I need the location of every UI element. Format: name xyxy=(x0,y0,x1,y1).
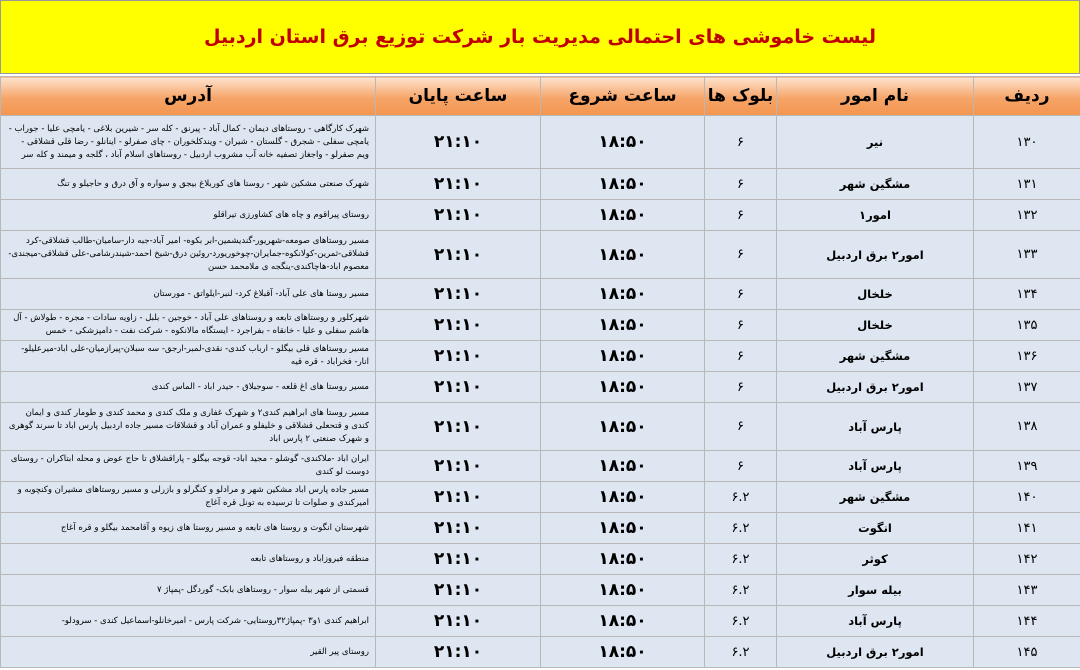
cell-end-time: ۲۱:۱۰ xyxy=(376,513,541,544)
cell-radif: ۱۳۷ xyxy=(974,372,1080,403)
table-row xyxy=(1,403,1080,451)
cell-end-time: ۲۱:۱۰ xyxy=(376,279,541,310)
cell-address: شهرک کارگاهی - روستاهای دیمان - کمال آباد - پیرنق - کله سر - شیرین بلاغی - یامچی علیا - جوراب - یامچی سفلی - شجرق - گلستان - شیران - ویندکلخوران - چای صفرلو - اینانلو - رضا قلی قشلاقی - ویم صفرلو - واجغاز تصفیه خانه آب مشروب اردبیل - روستاهای اسلام آباد ، گلجه و میمند و کله سر xyxy=(1,116,376,169)
cell-blocks: ۶ xyxy=(705,279,777,310)
cell-address: شهرک صنعتی مشکین شهر - روستا های کوربلاغ بیجق و سواره و آق درق و حاجیلو و تنگ xyxy=(1,169,376,200)
cell-omur: پارس آباد xyxy=(777,451,974,482)
cell-start-time: ۱۸:۵۰ xyxy=(541,606,705,637)
cell-blocks: ۶ xyxy=(705,372,777,403)
cell-address: شهرستان انگوت و روستا های تابعه و مسیر روستا های زیوه و آقامحمد بیگلو و قره آغاج xyxy=(1,513,376,544)
cell-omur: امور۲ برق اردبیل xyxy=(777,372,974,403)
cell-omur: کوثر xyxy=(777,544,974,575)
header-end-time: ساعت پایان xyxy=(376,77,541,116)
cell-radif: ۱۳۹ xyxy=(974,451,1080,482)
cell-address: روستای پیراقوم و چاه های کشاورزی تیراقلو xyxy=(1,200,376,231)
cell-omur: مشگین شهر xyxy=(777,482,974,513)
table-row xyxy=(1,637,1080,668)
cell-blocks: ۶.۲ xyxy=(705,575,777,606)
cell-blocks: ۶ xyxy=(705,403,777,451)
cell-radif: ۱۳۱ xyxy=(974,169,1080,200)
cell-omur: پارس آباد xyxy=(777,403,974,451)
cell-blocks: ۶ xyxy=(705,310,777,341)
cell-radif: ۱۳۰ xyxy=(974,116,1080,169)
cell-start-time: ۱۸:۵۰ xyxy=(541,200,705,231)
table-row xyxy=(1,575,1080,606)
cell-omur: امور۲ برق اردبیل xyxy=(777,231,974,279)
cell-end-time: ۲۱:۱۰ xyxy=(376,200,541,231)
cell-end-time: ۲۱:۱۰ xyxy=(376,310,541,341)
cell-blocks: ۶ xyxy=(705,451,777,482)
cell-address: مسیر روستا های علی آباد- آقبلاغ کرد- لنبر-ایلواتق - مورستان xyxy=(1,279,376,310)
cell-address: مسیر روستا های ابراهیم کندی۲ و شهرک غفاری و ملک کندی و محمد کندی و طومار کندی و ایمان کندی و قتحعلی قشلاقی و خلیفلو و عمران آباد و قشلاقات مسیر جاده اردبیل پارس اباد تا سرند گوهری و شهرک صنعتی ۲ پارس اباد xyxy=(1,403,376,451)
cell-omur: پارس آباد xyxy=(777,606,974,637)
cell-start-time: ۱۸:۵۰ xyxy=(541,341,705,372)
cell-blocks: ۶.۲ xyxy=(705,544,777,575)
cell-end-time: ۲۱:۱۰ xyxy=(376,637,541,668)
cell-radif: ۱۴۳ xyxy=(974,575,1080,606)
table-row xyxy=(1,544,1080,575)
cell-address: شهرکلور و روستاهای تابعه و روستاهای علی آباد - خوجین - بلبل - زاویه سادات - مجره - طولاش - آل هاشم سفلی و علیا - خانقاه - بفراجرد - ایستگاه مالانکوه - شرکت نفت - دامپزشکی - خمس xyxy=(1,310,376,341)
table-row xyxy=(1,451,1080,482)
cell-omur: مشگین شهر xyxy=(777,169,974,200)
cell-radif: ۱۳۴ xyxy=(974,279,1080,310)
cell-end-time: ۲۱:۱۰ xyxy=(376,606,541,637)
header-radif: ردیف xyxy=(974,77,1080,116)
cell-start-time: ۱۸:۵۰ xyxy=(541,513,705,544)
cell-start-time: ۱۸:۵۰ xyxy=(541,637,705,668)
cell-start-time: ۱۸:۵۰ xyxy=(541,575,705,606)
cell-start-time: ۱۸:۵۰ xyxy=(541,372,705,403)
cell-end-time: ۲۱:۱۰ xyxy=(376,169,541,200)
cell-address: روستای پیر القیر xyxy=(1,637,376,668)
cell-blocks: ۶ xyxy=(705,341,777,372)
cell-blocks: ۶.۲ xyxy=(705,482,777,513)
cell-start-time: ۱۸:۵۰ xyxy=(541,116,705,169)
cell-address: مسیر روستاهای صومعه-شهریور-گندیشمین-ابر بکوه- امیر آباد-جبه دار-سامیان-طالب قشلاقی-کرد قشلاقی-ثمرین-کولانکوه-جمایران-چوخوریورد-روئین درق-شیخ احمد-شیندرشامی-علی قشلاقی-میجندی-معصوم اباد-هاچاکندی-ینگجه ی ملامحمد حسن xyxy=(1,231,376,279)
cell-start-time: ۱۸:۵۰ xyxy=(541,169,705,200)
cell-radif: ۱۴۰ xyxy=(974,482,1080,513)
cell-blocks: ۶ xyxy=(705,116,777,169)
cell-end-time: ۲۱:۱۰ xyxy=(376,575,541,606)
cell-start-time: ۱۸:۵۰ xyxy=(541,482,705,513)
cell-radif: ۱۳۵ xyxy=(974,310,1080,341)
cell-end-time: ۲۱:۱۰ xyxy=(376,403,541,451)
cell-blocks: ۶ xyxy=(705,200,777,231)
header-address: آدرس xyxy=(1,77,376,116)
cell-address: مسیر روستا های اغ قلعه - سوجبلاق - حیدر اباد - الماس کندی xyxy=(1,372,376,403)
cell-start-time: ۱۸:۵۰ xyxy=(541,231,705,279)
cell-address: مسیر روستاهای قلی بیگلو - ارباب کندی- نقدی-لمبر-ارجق- سه سبلان-پیرازمیان-علی اباد-میرعلیلو-انار- فخراباد - قره قیه xyxy=(1,341,376,372)
table-row xyxy=(1,606,1080,637)
cell-end-time: ۲۱:۱۰ xyxy=(376,372,541,403)
cell-start-time: ۱۸:۵۰ xyxy=(541,279,705,310)
table-row xyxy=(1,169,1080,200)
cell-end-time: ۲۱:۱۰ xyxy=(376,544,541,575)
cell-omur: نیر xyxy=(777,116,974,169)
cell-blocks: ۶ xyxy=(705,169,777,200)
cell-start-time: ۱۸:۵۰ xyxy=(541,403,705,451)
cell-omur: امور۲ برق اردبیل xyxy=(777,637,974,668)
header-omur: نام امور xyxy=(777,77,974,116)
cell-end-time: ۲۱:۱۰ xyxy=(376,231,541,279)
header-start-time: ساعت شروع xyxy=(541,77,705,116)
cell-radif: ۱۳۶ xyxy=(974,341,1080,372)
cell-start-time: ۱۸:۵۰ xyxy=(541,544,705,575)
cell-omur: انگوت xyxy=(777,513,974,544)
cell-omur: مشگین شهر xyxy=(777,341,974,372)
cell-omur: خلخال xyxy=(777,279,974,310)
table-row xyxy=(1,341,1080,372)
table-row xyxy=(1,310,1080,341)
table-row xyxy=(1,231,1080,279)
cell-blocks: ۶ xyxy=(705,231,777,279)
cell-radif: ۱۴۴ xyxy=(974,606,1080,637)
cell-radif: ۱۳۳ xyxy=(974,231,1080,279)
table-row xyxy=(1,372,1080,403)
cell-blocks: ۶.۲ xyxy=(705,513,777,544)
cell-radif: ۱۳۲ xyxy=(974,200,1080,231)
cell-end-time: ۲۱:۱۰ xyxy=(376,341,541,372)
table-row xyxy=(1,279,1080,310)
cell-radif: ۱۴۵ xyxy=(974,637,1080,668)
table-header-row xyxy=(1,77,1080,116)
cell-radif: ۱۴۱ xyxy=(974,513,1080,544)
cell-omur: بیله سوار xyxy=(777,575,974,606)
header-blocks: بلوک ها xyxy=(705,77,777,116)
cell-address: منطقه فیروزاباد و روستاهای تابعه xyxy=(1,544,376,575)
table-row xyxy=(1,513,1080,544)
page-title: لیست خاموشی های احتمالی مدیریت بار شرکت توزیع برق استان اردبیل xyxy=(203,26,876,48)
outage-table xyxy=(0,76,1080,668)
cell-start-time: ۱۸:۵۰ xyxy=(541,310,705,341)
table-row xyxy=(1,116,1080,169)
title-banner xyxy=(0,0,1080,74)
cell-end-time: ۲۱:۱۰ xyxy=(376,451,541,482)
cell-address: ایران اباد -ملاکندی- گوشلو - مجید اباد- قوجه بیگلو - پاراقشلاق تا حاج عوض و محله ابتاکران - روستای دوست لو کندی xyxy=(1,451,376,482)
cell-radif: ۱۳۸ xyxy=(974,403,1080,451)
cell-blocks: ۶.۲ xyxy=(705,606,777,637)
table-row xyxy=(1,482,1080,513)
cell-end-time: ۲۱:۱۰ xyxy=(376,116,541,169)
cell-end-time: ۲۱:۱۰ xyxy=(376,482,541,513)
cell-address: قسمتی از شهر بیله سوار - روستاهای بابک- گوردگل -پمپاژ ۷ xyxy=(1,575,376,606)
table-row xyxy=(1,200,1080,231)
cell-radif: ۱۴۲ xyxy=(974,544,1080,575)
table-body xyxy=(1,116,1080,668)
cell-omur: خلخال xyxy=(777,310,974,341)
cell-address: ابراهیم کندی ۱و۳ -پمپاژ۳۲روستایی- شرکت پارس - امیرخانلو-اسماعیل کندی - سرودلو- xyxy=(1,606,376,637)
cell-start-time: ۱۸:۵۰ xyxy=(541,451,705,482)
cell-address: مسیر جاده پارس اباد مشکین شهر و مرادلو و کنگرلو و بازرلی و مسیر روستاهای مشیران وکنچوبه و امیرکندی و صلوات تا ترسیده به تونل قره آغاج xyxy=(1,482,376,513)
cell-omur: امور۱ xyxy=(777,200,974,231)
cell-blocks: ۶.۲ xyxy=(705,637,777,668)
